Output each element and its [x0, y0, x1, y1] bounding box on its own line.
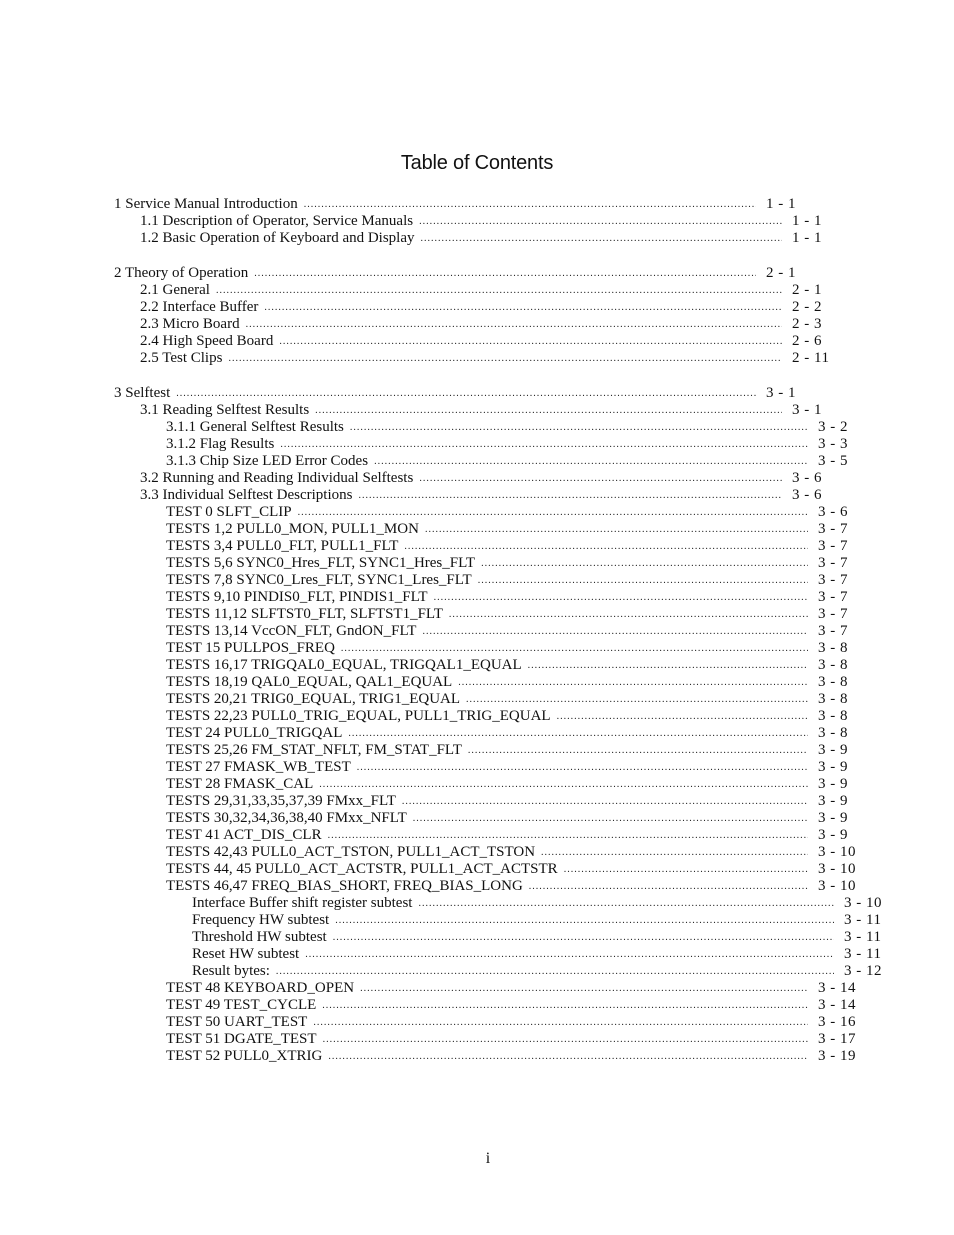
- toc-entry[interactable]: [114, 640, 862, 657]
- toc-entry-page: 3 - 2: [818, 419, 848, 435]
- dot-leader: [298, 504, 808, 521]
- toc-entry-label: TESTS 18,19 QAL0_EQUAL, QAL1_EQUAL: [166, 674, 453, 690]
- dot-leader: [323, 1031, 808, 1048]
- dot-leader: [425, 521, 808, 538]
- dot-leader: [280, 436, 808, 453]
- dot-leader: [246, 316, 782, 333]
- toc-entry-page: 3 - 8: [818, 657, 848, 673]
- dot-leader: [328, 1048, 808, 1065]
- toc-entry[interactable]: [114, 742, 862, 759]
- dot-leader: [357, 759, 808, 776]
- toc-entry-label: 2.4 High Speed Board: [140, 333, 274, 349]
- toc-entry[interactable]: [114, 793, 862, 810]
- toc-entry-page: 3 - 3: [818, 436, 848, 452]
- toc-entry-page: 3 - 12: [844, 963, 882, 979]
- toc-entry-label: TESTS 44, 45 PULL0_ACT_ACTSTR, PULL1_ACT_ACTSTR: [166, 861, 558, 877]
- dot-leader: [228, 350, 782, 367]
- toc-entry-label: 3.1.1 General Selftest Results: [166, 419, 344, 435]
- toc-entry[interactable]: [114, 776, 862, 793]
- toc-entry-page: 2 - 2: [792, 299, 822, 315]
- toc-entry-page: 3 - 10: [818, 861, 856, 877]
- toc-entry-label: TESTS 11,12 SLFTST0_FLT, SLFTST1_FLT: [166, 606, 443, 622]
- dot-leader: [313, 1014, 808, 1031]
- toc-entry[interactable]: [114, 385, 810, 402]
- toc-entry-page: 3 - 17: [818, 1031, 856, 1047]
- toc-entry[interactable]: [114, 572, 862, 589]
- dot-leader: [421, 230, 782, 247]
- toc-entry[interactable]: [114, 436, 862, 453]
- toc-entry-label: TESTS 30,32,34,36,38,40 FMxx_NFLT: [166, 810, 407, 826]
- toc-entry-label: Reset HW subtest: [192, 946, 300, 962]
- toc-entry-label: 3.1.3 Chip Size LED Error Codes: [166, 453, 369, 469]
- toc-entry-label: TEST 15 PULLPOS_FREQ: [166, 640, 335, 656]
- dot-leader: [304, 196, 756, 213]
- toc-entry-page: 2 - 1: [766, 265, 796, 281]
- dot-leader: [254, 265, 756, 282]
- toc-entry-label: TESTS 1,2 PULL0_MON, PULL1_MON: [166, 521, 419, 537]
- toc-entry-label: TEST 49 TEST_CYCLE: [166, 997, 317, 1013]
- toc-entry-page: 3 - 10: [844, 895, 882, 911]
- dot-leader: [413, 810, 808, 827]
- toc-entry[interactable]: [114, 861, 862, 878]
- toc-entry[interactable]: [114, 282, 836, 299]
- toc-entry-label: Interface Buffer shift register subtest: [192, 895, 413, 911]
- toc-entry-page: 3 - 9: [818, 827, 848, 843]
- toc-entry-page: 3 - 11: [844, 912, 882, 928]
- toc-entry[interactable]: [114, 963, 888, 980]
- toc-entry-label: TESTS 46,47 FREQ_BIAS_SHORT, FREQ_BIAS_LONG: [166, 878, 523, 894]
- dot-leader: [418, 895, 834, 912]
- toc-entry-page: 3 - 1: [766, 385, 796, 401]
- dot-leader: [358, 487, 782, 504]
- toc-entry-label: 3 Selftest: [114, 385, 171, 401]
- toc-entry-page: 3 - 10: [818, 878, 856, 894]
- dot-leader: [176, 385, 756, 402]
- dot-leader: [468, 742, 808, 759]
- toc-entry[interactable]: [114, 402, 836, 419]
- toc-entry-page: 2 - 1: [792, 282, 822, 298]
- dot-leader: [541, 844, 808, 861]
- toc-entry-page: 3 - 9: [818, 759, 848, 775]
- toc-entry[interactable]: [114, 299, 836, 316]
- toc-entry-label: TEST 52 PULL0_XTRIG: [166, 1048, 323, 1064]
- toc-entry-label: TEST 27 FMASK_WB_TEST: [166, 759, 351, 775]
- toc-entry[interactable]: [114, 350, 836, 367]
- dot-leader: [348, 725, 808, 742]
- toc-entry-page: 3 - 7: [818, 555, 848, 571]
- dot-leader: [458, 674, 808, 691]
- toc-entry-page: 3 - 9: [818, 793, 848, 809]
- dot-leader: [419, 213, 782, 230]
- toc-entry[interactable]: [114, 555, 862, 572]
- toc-entry-label: TEST 48 KEYBOARD_OPEN: [166, 980, 355, 996]
- toc-entry-label: TESTS 7,8 SYNC0_Lres_FLT, SYNC1_Lres_FLT: [166, 572, 472, 588]
- toc-entry-label: TEST 41 ACT_DIS_CLR: [166, 827, 322, 843]
- toc-entry-label: TESTS 13,14 VccON_FLT, GndON_FLT: [166, 623, 417, 639]
- toc-entry-page: 3 - 19: [818, 1048, 856, 1064]
- toc-entry[interactable]: [114, 230, 836, 247]
- toc-entry-label: TEST 28 FMASK_CAL: [166, 776, 314, 792]
- toc-entry-label: 2.5 Test Clips: [140, 350, 223, 366]
- toc-entry[interactable]: [114, 997, 862, 1014]
- dot-leader: [264, 299, 782, 316]
- dot-leader: [360, 980, 808, 997]
- toc-entry[interactable]: [114, 196, 810, 213]
- toc-entry-label: Threshold HW subtest: [192, 929, 327, 945]
- toc-entry[interactable]: [114, 810, 862, 827]
- toc-entry-page: 2 - 11: [792, 350, 830, 366]
- toc-entry-label: TEST 0 SLFT_CLIP: [166, 504, 292, 520]
- toc-entry[interactable]: [114, 895, 888, 912]
- toc-entry-label: TESTS 29,31,33,35,37,39 FMxx_FLT: [166, 793, 396, 809]
- toc-entry[interactable]: [114, 980, 862, 997]
- dot-leader: [305, 946, 834, 963]
- toc-entry-label: 3.1 Reading Selftest Results: [140, 402, 310, 418]
- toc-entry-label: 1.2 Basic Operation of Keyboard and Display: [140, 230, 415, 246]
- toc-entry[interactable]: [114, 419, 862, 436]
- toc-entry[interactable]: [114, 878, 862, 895]
- toc-entry-label: Result bytes:: [192, 963, 270, 979]
- toc-entry[interactable]: [114, 725, 862, 742]
- toc-entry-page: 3 - 7: [818, 521, 848, 537]
- toc-entry-page: 3 - 10: [818, 844, 856, 860]
- page-number: i: [485, 1150, 491, 1167]
- toc-entry[interactable]: [114, 912, 888, 929]
- toc-entry[interactable]: [114, 487, 836, 504]
- dot-leader: [478, 572, 808, 589]
- toc-entry[interactable]: [114, 1014, 862, 1031]
- toc-entry-label: 3.1.2 Flag Results: [166, 436, 275, 452]
- toc-entry-page: 3 - 6: [792, 470, 822, 486]
- toc-entry-page: 3 - 5: [818, 453, 848, 469]
- toc-entry-label: Frequency HW subtest: [192, 912, 330, 928]
- dot-leader: [434, 589, 808, 606]
- toc-entry-label: TESTS 9,10 PINDIS0_FLT, PINDIS1_FLT: [166, 589, 428, 605]
- dot-leader: [529, 878, 808, 895]
- toc-entry-page: 3 - 9: [818, 776, 848, 792]
- toc-entry[interactable]: [114, 589, 862, 606]
- toc-entry[interactable]: [114, 265, 810, 282]
- toc-entry-page: 1 - 1: [792, 230, 822, 246]
- dot-leader: [374, 453, 808, 470]
- toc-entry-page: 3 - 7: [818, 572, 848, 588]
- dot-leader: [315, 402, 782, 419]
- toc-entry[interactable]: [114, 657, 862, 674]
- toc-entry-page: 2 - 6: [792, 333, 822, 349]
- dot-leader: [466, 691, 808, 708]
- toc-entry-page: 1 - 1: [766, 196, 796, 212]
- toc-entry-label: TESTS 16,17 TRIGQAL0_EQUAL, TRIGQAL1_EQUAL: [166, 657, 522, 673]
- toc-entry-page: 3 - 6: [792, 487, 822, 503]
- dot-leader: [319, 776, 808, 793]
- toc-entry-page: 3 - 14: [818, 980, 856, 996]
- toc-entry-page: 3 - 9: [818, 742, 848, 758]
- toc-entry-page: 3 - 11: [844, 929, 882, 945]
- toc-entry-label: 2 Theory of Operation: [114, 265, 249, 281]
- toc-entry-page: 3 - 16: [818, 1014, 856, 1030]
- toc-entry[interactable]: [114, 827, 862, 844]
- toc-entry[interactable]: [114, 946, 888, 963]
- toc-entry-label: 3.3 Individual Selftest Descriptions: [140, 487, 353, 503]
- toc-entry[interactable]: [114, 929, 888, 946]
- toc-entry-label: 2.1 General: [140, 282, 210, 298]
- toc-entry-page: 3 - 8: [818, 708, 848, 724]
- toc-entry-page: 3 - 7: [818, 623, 848, 639]
- dot-leader: [279, 333, 782, 350]
- dot-leader: [322, 997, 808, 1014]
- toc-entry-page: 3 - 8: [818, 640, 848, 656]
- dot-leader: [422, 623, 808, 640]
- toc-entry-label: 2.2 Interface Buffer: [140, 299, 259, 315]
- toc-entry[interactable]: [114, 1048, 862, 1065]
- toc-entry[interactable]: [114, 470, 836, 487]
- toc-entry[interactable]: [114, 504, 862, 521]
- toc-entry-label: 3.2 Running and Reading Individual Selftests: [140, 470, 414, 486]
- toc-entry-label: TESTS 25,26 FM_STAT_NFLT, FM_STAT_FLT: [166, 742, 462, 758]
- dot-leader: [350, 419, 808, 436]
- toc-entry[interactable]: [114, 691, 862, 708]
- dot-leader: [335, 912, 834, 929]
- toc-entry[interactable]: [114, 521, 862, 538]
- toc-entry[interactable]: [114, 759, 862, 776]
- toc-entry-label: 2.3 Micro Board: [140, 316, 240, 332]
- toc-entry-page: 3 - 7: [818, 606, 848, 622]
- dot-leader: [328, 827, 808, 844]
- toc-entry-label: TEST 51 DGATE_TEST: [166, 1031, 317, 1047]
- toc-entry-label: TESTS 5,6 SYNC0_Hres_FLT, SYNC1_Hres_FLT: [166, 555, 476, 571]
- toc-entry-label: TESTS 3,4 PULL0_FLT, PULL1_FLT: [166, 538, 399, 554]
- dot-leader: [449, 606, 808, 623]
- dot-leader: [333, 929, 834, 946]
- toc-entry-page: 1 - 1: [792, 213, 822, 229]
- dot-leader: [341, 640, 808, 657]
- toc-entry[interactable]: [114, 316, 836, 333]
- toc-entry[interactable]: [114, 213, 836, 230]
- toc-entry-page: 3 - 14: [818, 997, 856, 1013]
- toc-entry-label: TESTS 42,43 PULL0_ACT_TSTON, PULL1_ACT_TSTON: [166, 844, 536, 860]
- toc-entry[interactable]: [114, 844, 862, 861]
- toc-entry[interactable]: [114, 538, 862, 555]
- toc-entry[interactable]: [114, 708, 862, 725]
- toc-entry-page: 3 - 7: [818, 538, 848, 554]
- dot-leader: [216, 282, 782, 299]
- dot-leader: [276, 963, 834, 980]
- toc-entry-page: 3 - 11: [844, 946, 882, 962]
- toc-entry[interactable]: [114, 674, 862, 691]
- toc-entry-page: 3 - 8: [818, 725, 848, 741]
- dot-leader: [402, 793, 808, 810]
- dot-leader: [404, 538, 808, 555]
- dot-leader: [564, 861, 808, 878]
- toc-entry-page: 3 - 9: [818, 810, 848, 826]
- toc-entry-page: 3 - 7: [818, 589, 848, 605]
- toc-entry[interactable]: [114, 1031, 862, 1048]
- toc-entry-label: 1 Service Manual Introduction: [114, 196, 298, 212]
- toc-entry-label: TEST 50 UART_TEST: [166, 1014, 308, 1030]
- toc-entry-label: TEST 24 PULL0_TRIGQAL: [166, 725, 343, 741]
- toc-entry[interactable]: [114, 333, 836, 350]
- toc-entry-page: 3 - 8: [818, 674, 848, 690]
- dot-leader: [528, 657, 808, 674]
- toc-entry-page: 3 - 1: [792, 402, 822, 418]
- dot-leader: [419, 470, 782, 487]
- dot-leader: [557, 708, 808, 725]
- toc-entry[interactable]: [114, 606, 862, 623]
- toc-entry-page: 2 - 3: [792, 316, 822, 332]
- toc-entry-page: 3 - 6: [818, 504, 848, 520]
- toc-entry[interactable]: [114, 623, 862, 640]
- toc-entry-page: 3 - 8: [818, 691, 848, 707]
- page-title: Table of Contents: [400, 152, 554, 174]
- toc-entry-label: 1.1 Description of Operator, Service Manuals: [140, 213, 414, 229]
- toc-entry[interactable]: [114, 453, 862, 470]
- toc-entry-label: TESTS 20,21 TRIG0_EQUAL, TRIG1_EQUAL: [166, 691, 461, 707]
- dot-leader: [481, 555, 808, 572]
- toc-entry-label: TESTS 22,23 PULL0_TRIG_EQUAL, PULL1_TRIG_EQUAL: [166, 708, 551, 724]
